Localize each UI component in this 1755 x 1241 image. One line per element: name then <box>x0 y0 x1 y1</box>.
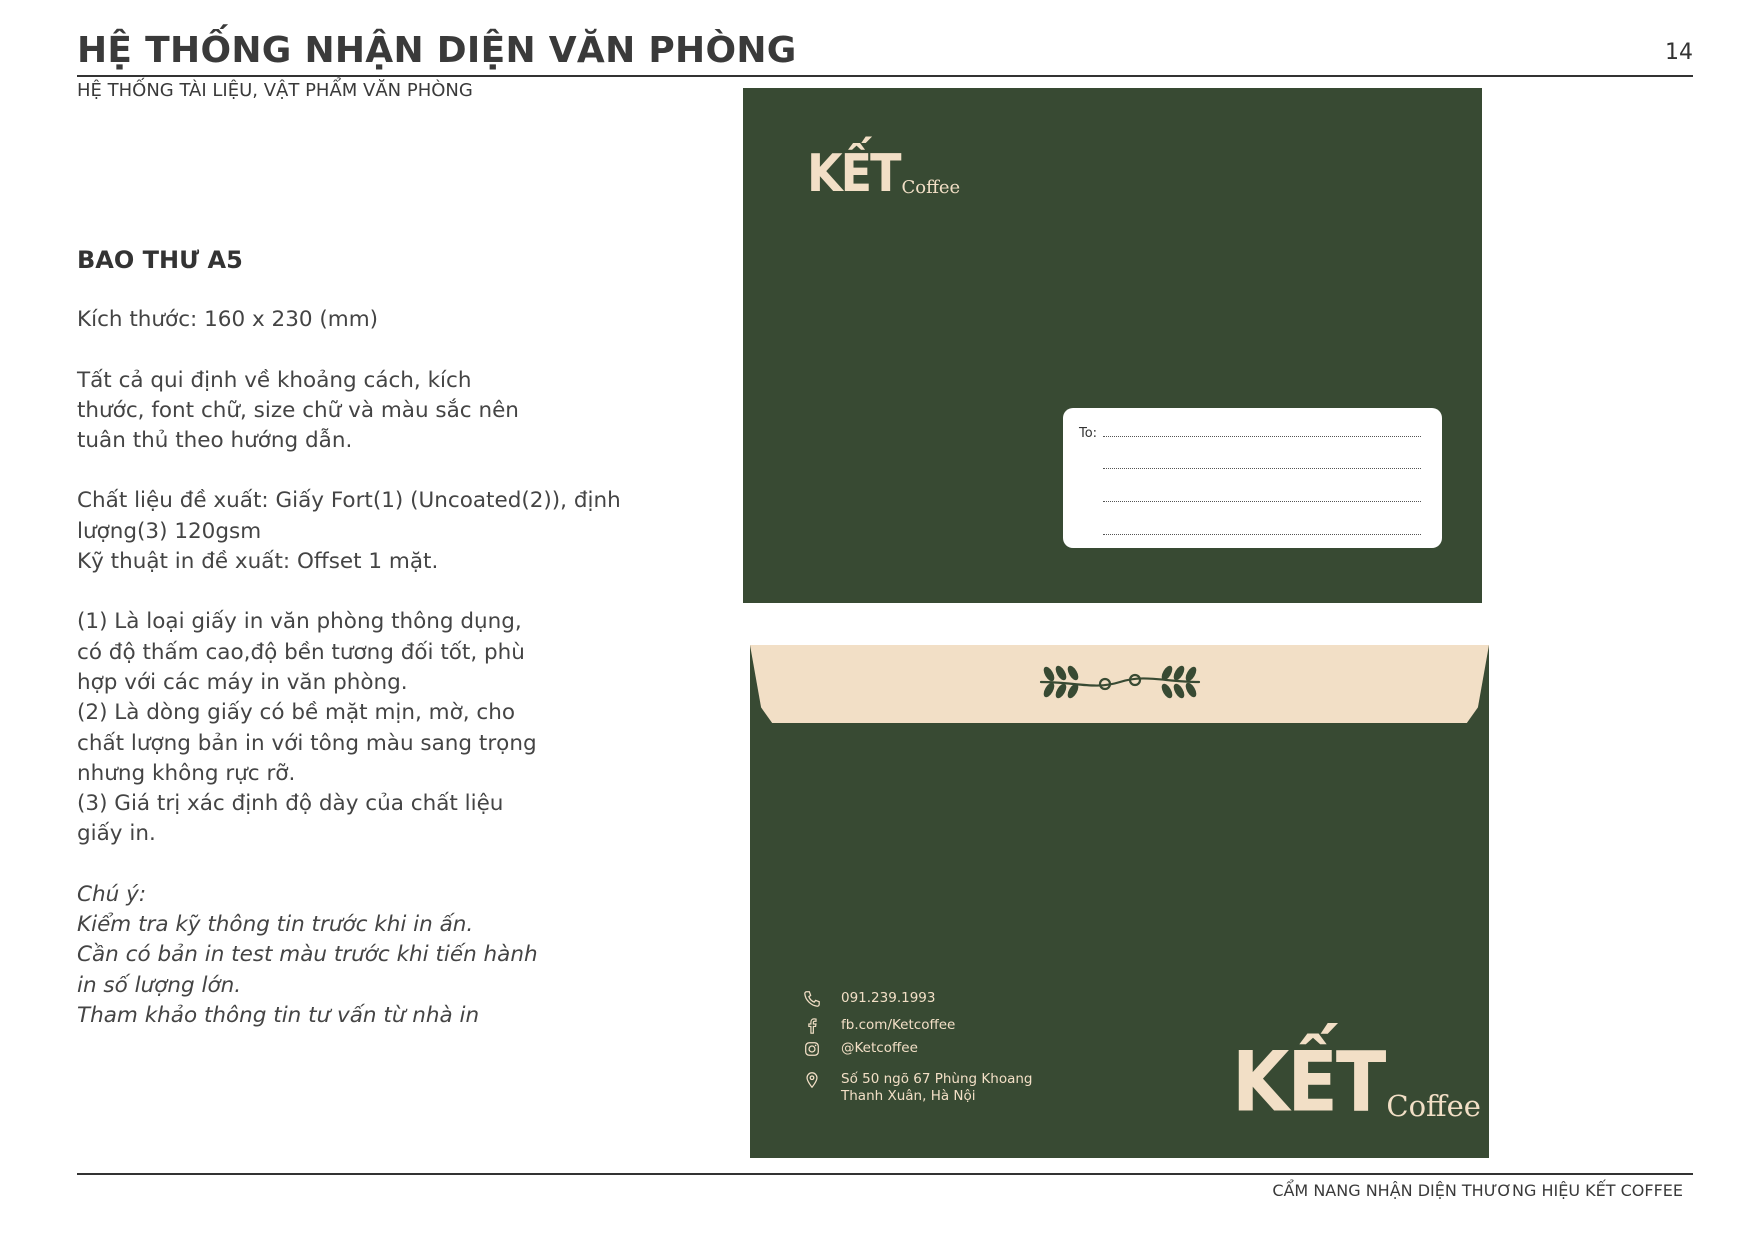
footnote-line: nhưng không rực rỡ. <box>77 760 296 786</box>
leaf-ornament-icon <box>1035 660 1205 702</box>
page-number: 14 <box>1665 40 1693 65</box>
brand-subword: Coffee <box>901 177 961 198</box>
phone-text: 091.239.1993 <box>841 990 936 1006</box>
envelope-back <box>750 645 1489 1158</box>
note-line: Cần có bản in test màu trước khi tiến hành <box>77 942 538 968</box>
footnote-line: chất lượng bản in với tông màu sang trọng <box>77 730 537 756</box>
address-label: To: <box>1079 426 1098 441</box>
footnote-line: giấy in. <box>77 821 156 847</box>
print-tech: Kỹ thuật in đề xuất: Offset 1 mặt. <box>77 549 439 575</box>
footnote-line: (2) Là dòng giấy có bề mặt mịn, mờ, cho <box>77 700 516 726</box>
brand-wordmark: KẾT <box>807 143 900 204</box>
page-title: HỆ THỐNG NHẬN DIỆN VĂN PHÒNG <box>77 30 797 71</box>
address-box <box>1063 408 1442 548</box>
brand-wordmark: KẾT <box>1232 1034 1385 1131</box>
brand-subword: Coffee <box>1386 1089 1481 1123</box>
facebook-icon <box>803 1017 821 1035</box>
contact-phone <box>803 990 935 1008</box>
phone-icon <box>803 990 821 1008</box>
material-line: lượng(3) 120gsm <box>77 518 262 544</box>
size-spec: Kích thước: 160 x 230 (mm) <box>77 307 379 333</box>
section-heading: BAO THƯ A5 <box>77 246 243 274</box>
note-line: Tham khảo thông tin tư vấn từ nhà in <box>77 1002 480 1028</box>
facebook-text: fb.com/Ketcoffee <box>841 1017 956 1033</box>
brand-logo-large <box>1232 1034 1481 1131</box>
address-line-1: Số 50 ngõ 67 Phùng Khoang <box>841 1071 1033 1087</box>
address-line <box>1103 501 1421 502</box>
footer-text: CẨM NANG NHẬN DIỆN THƯƠNG HIỆU KẾT COFFEE <box>1272 1181 1683 1200</box>
header-divider <box>77 75 1693 77</box>
address-line <box>1103 468 1421 469</box>
rules-line: thước, font chữ, size chữ và màu sắc nên <box>77 397 519 423</box>
rules-line: tuân thủ theo hướng dẫn. <box>77 428 353 454</box>
footnote-line: có độ thấm cao,độ bền tương đối tốt, phù <box>77 639 525 665</box>
page-subtitle: HỆ THỐNG TÀI LIỆU, VẬT PHẨM VĂN PHÒNG <box>77 80 473 101</box>
contact-instagram <box>803 1040 918 1058</box>
note-line: Kiểm tra kỹ thông tin trước khi in ấn. <box>77 912 474 938</box>
spec-text <box>77 245 637 1031</box>
contact-facebook <box>803 1017 955 1035</box>
footnote-line: (3) Giá trị xác định độ dày của chất liệu <box>77 791 504 817</box>
envelope-front <box>743 88 1482 603</box>
note-line: in số lượng lớn. <box>77 972 242 998</box>
footer-divider <box>77 1173 1693 1175</box>
address-line <box>1103 534 1421 535</box>
contact-address <box>803 1071 1032 1105</box>
address-line <box>1103 436 1421 437</box>
footnote-line: (1) Là loại giấy in văn phòng thông dụng, <box>77 609 522 635</box>
note-line: Chú ý: <box>77 881 147 907</box>
address-text <box>841 1071 1032 1105</box>
material-line: Chất liệu đề xuất: Giấy Fort(1) (Uncoated(2)), định <box>77 488 621 514</box>
address-line-2: Thanh Xuân, Hà Nội <box>841 1088 976 1104</box>
instagram-text: @Ketcoffee <box>841 1040 918 1056</box>
brand-logo <box>807 143 961 204</box>
location-icon <box>803 1071 821 1089</box>
footnote-line: hợp với các máy in văn phòng. <box>77 669 408 695</box>
rules-line: Tất cả qui định về khoảng cách, kích <box>77 367 472 393</box>
instagram-icon <box>803 1040 821 1058</box>
